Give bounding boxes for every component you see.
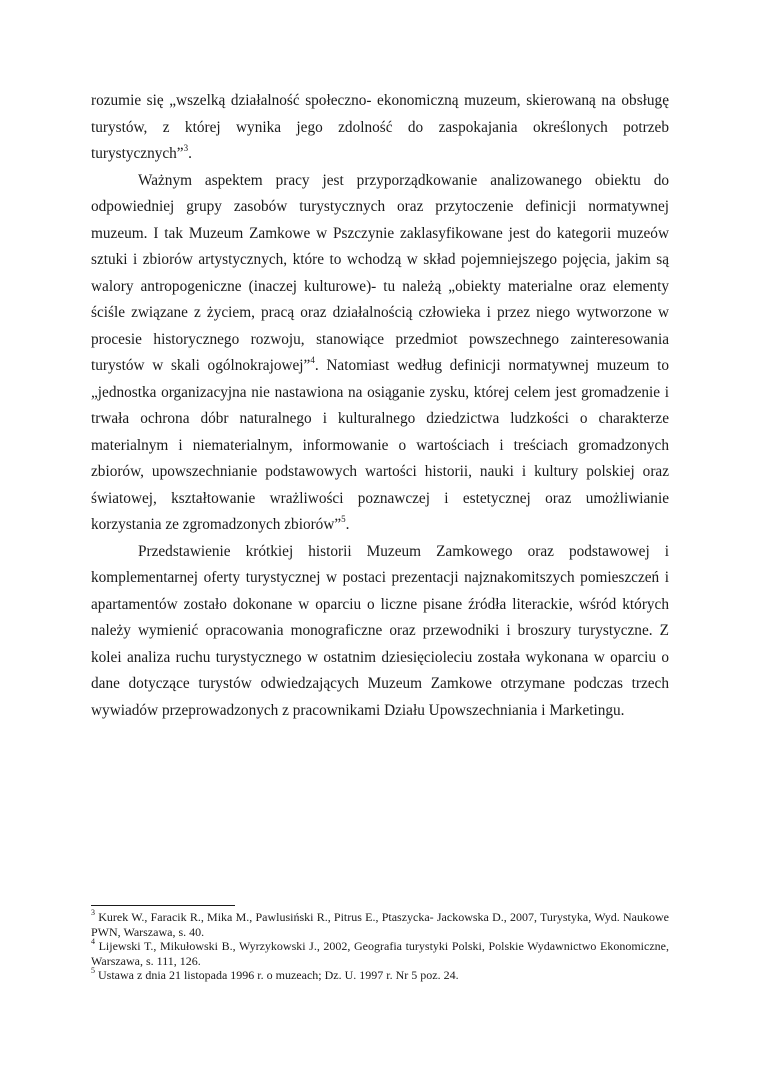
footnote-5 xyxy=(91,968,669,983)
footnote-5-number: 5 xyxy=(91,966,95,976)
footnote-separator xyxy=(91,905,235,906)
footnote-3-text: Kurek W., Faracik R., Mika M., Pawlusiński R., Pitrus E., Ptaszycka- Jackowska D., 2007, Turystyka, Wyd. Naukowe PWN, Warszawa, s. 40. xyxy=(91,910,669,939)
footnote-ref-3[interactable]: 3 xyxy=(183,142,189,153)
body-text xyxy=(91,88,669,724)
paragraph-2-text-c: . xyxy=(345,516,350,533)
paragraph-2-text-a: Ważnym aspektem pracy jest przyporządkowanie analizowanego obiektu do odpowiedniej grupy zasobów turystycznych oraz przytoczenie definicji normatywnej muzeum. I tak Muzeum Zamkowe w Pszczynie zaklasyfikowane jest do kategorii muzeów sztuki i zbiorów artystycznych, które to wchodzą w skład pojemniejszego pojęcia, jakim są walory antropogeniczne (inaczej kulturowe)- tu należą „obiekty materialne oraz elementy ściśle związane z życiem, pracą oraz działalnością człowieka i przez niego wytworzone w procesie historycznego rozwoju, stanowiące przedmiot powszechnego zainteresowania turystów w skali ogólnokrajowej” xyxy=(91,171,669,374)
footnote-4-number: 4 xyxy=(91,937,95,947)
footnote-3-number: 3 xyxy=(91,908,95,917)
paragraph-2 xyxy=(91,168,669,539)
paragraph-1-text-b: . xyxy=(188,145,192,162)
footnote-ref-4[interactable]: 4 xyxy=(310,354,315,365)
footnote-4 xyxy=(91,939,669,968)
paragraph-1 xyxy=(91,88,669,168)
footnotes xyxy=(91,910,669,983)
paragraph-3-text: Przedstawienie krótkiej historii Muzeum Zamkowego oraz podstawowej i komplementarnej oferty turystycznej w postaci prezentacji najznakomitszych pomieszczeń i apartamentów zostało dokonane w oparciu o liczne pisane źródła literackie, wśród których należy wymienić opracowania monograficzne oraz przewodniki i broszury turystyczne. Z kolei analiza ruchu turystycznego w ostatnim dziesięcioleciu została wykonana w oparciu o dane dotyczące turystów odwiedzających Muzeum Zamkowe otrzymane podczas trzech wywiadów przeprowadzonych z pracownikami Działu Upowszechniania i Marketingu. xyxy=(91,542,669,719)
paragraph-1-text-a: rozumie się „wszelką działalność społeczno- ekonomiczną muzeum, skierowaną na obsługę turystów, z której wynika jego zdolność do zaspokajania określonych potrzeb turystycznych” xyxy=(91,92,669,162)
paragraph-2-text-b: . Natomiast według definicji normatywnej muzeum to „jednostka organizacyjna nie nastawiona na osiąganie zysku, której celem jest gromadzenie i trwała ochrona dóbr naturalnego i kulturalnego dziedzictwa ludzkości o charakterze materialnym i niematerialnym, informowanie o wartościach i treściach gromadzonych zbiorów, upowszechnianie podstawowych wartości historii, nauki i kultury polskiej oraz światowej, kształtowanie wrażliwości poznawczej i estetycznej oraz umożliwianie korzystania ze zgromadzonych zbiorów” xyxy=(91,357,669,533)
paragraph-3 xyxy=(91,539,669,725)
footnote-5-text: Ustawa z dnia 21 listopada 1996 r. o muzeach; Dz. U. 1997 r. Nr 5 poz. 24. xyxy=(95,968,459,983)
footnote-ref-5[interactable]: 5 xyxy=(341,513,346,524)
footnote-3 xyxy=(91,910,669,939)
footnote-4-text: Lijewski T., Mikułowski B., Wyrzykowski J., 2002, Geografia turystyki Polski, Polskie Wydawnictwo Ekonomiczne, Warszawa, s. 111, 126. xyxy=(91,939,669,968)
